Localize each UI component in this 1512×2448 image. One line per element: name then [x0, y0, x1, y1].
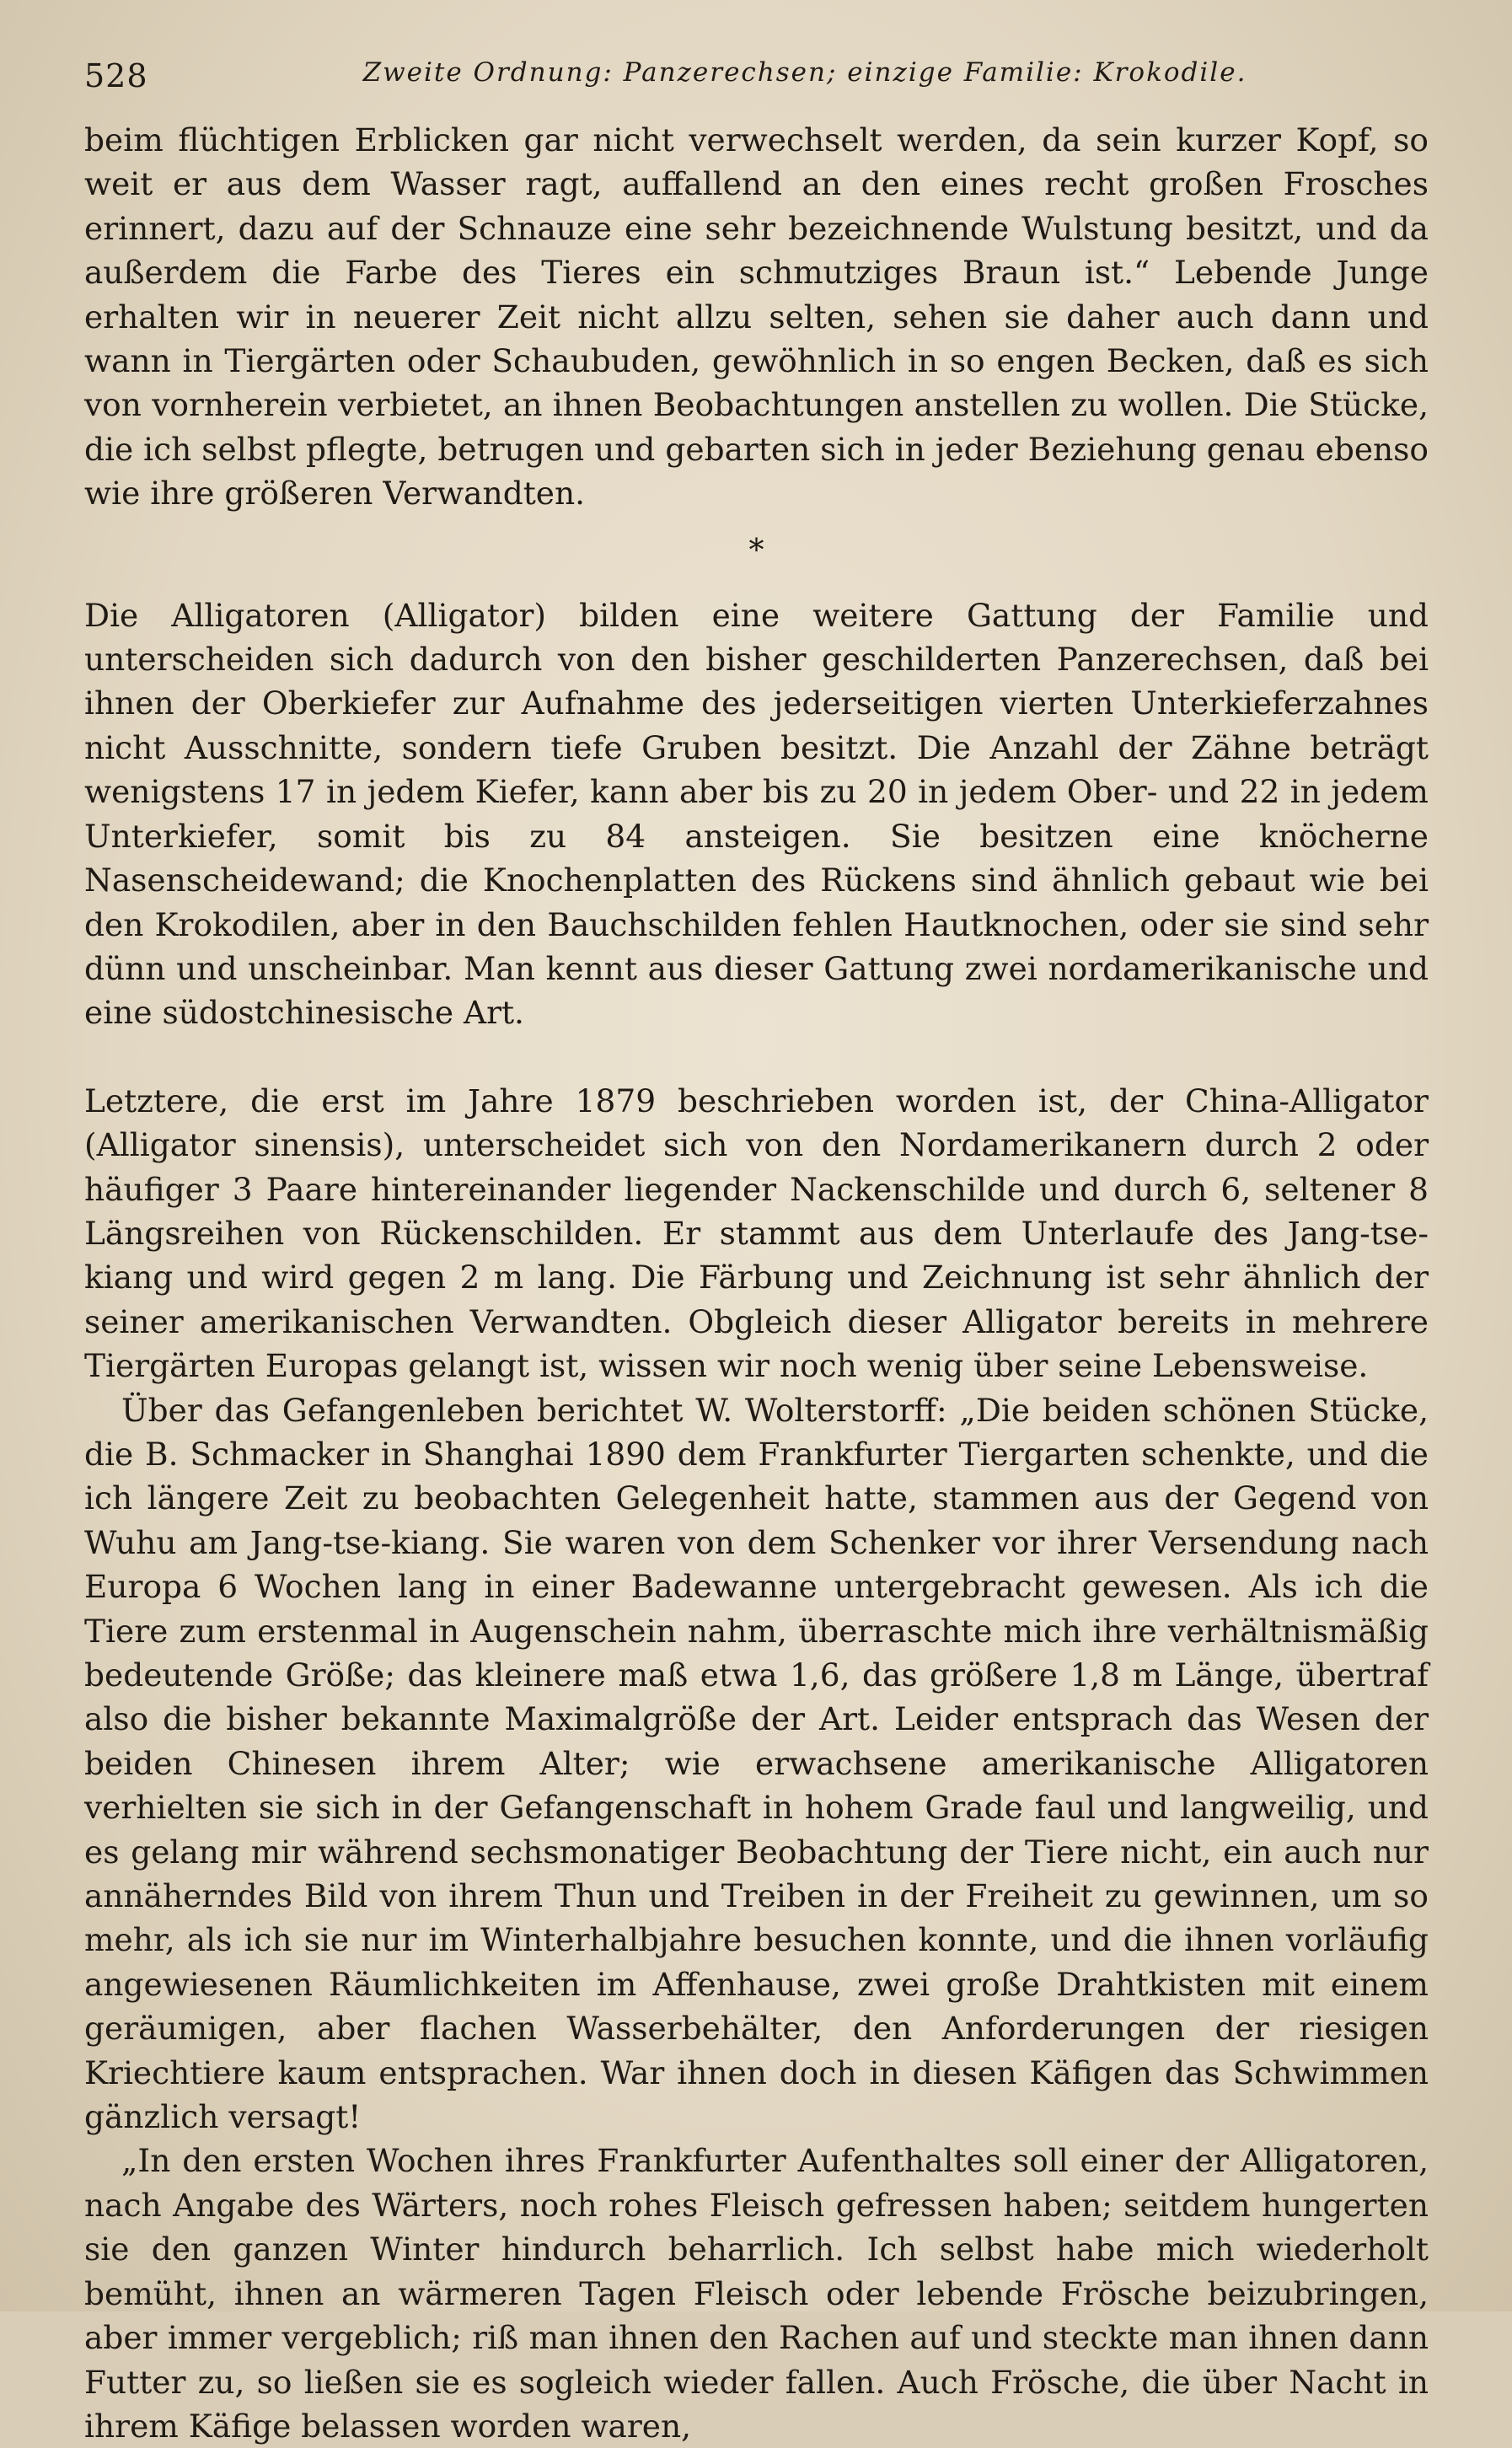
paragraph-captivity-report: Über das Gefangenleben berichtet W. Wolterstorff: „Die beiden schönen Stücke, die B. Schmacker in Shanghai 1890 dem Frankfurter Tiergarten schenkte, und die ich längere Zeit zu beobachten Gelegenheit hatte, stammen aus der Gegend von Wuhu am Jang-tse-kiang. Sie waren von dem Schenker vor ihrer Versendung nach Europa 6 Wochen lang in einer Badewanne untergebracht gewesen. Als ich die Tiere zum erstenmal in Augenschein nahm, überraschte mich ihre verhältnismäßig bedeutende Größe; das kleinere maß etwa 1,6, das größere 1,8 m Länge, übertraf also die bisher bekannte Maximalgröße der Art. Leider entsprach das Wesen der beiden Chinesen ihrem Alter; wie erwachsene amerikanische Alligatoren verhielten sie sich in der Gefangenschaft in hohem Grade faul und langweilig, und es gelang mir während sechsmonatiger Beobachtung der Tiere nicht, ein auch nur annäherndes Bild von ihrem Thun und Treiben in der Freiheit zu gewinnen, um so mehr, als ich sie nur im Winterhalbjahre besuchen konnte, und die ihnen vorläufig angewiesenen Räumlichkeiten im Affenhause, zwei große Drahtkisten mit einem geräumigen, aber flachen Wasserbehälter, den Anforderungen der riesigen Kriechtiere kaum entsprachen. War ihnen doch in diesen Käfigen das Schwimmen gänzlich versagt!: [84, 1391, 1429, 2136]
paragraph-feeding-report: „In den ersten Wochen ihres Frankfurter Aufenthaltes soll einer der Alligatoren, nach Angabe des Wärters, noch rohes Fleisch gefressen haben; seitdem hungerten sie den ganzen Winter hindurch beharrlich. Ich selbst habe mich wiederholt bemüht, ihnen an wärmeren Tagen Fleisch oder lebende Frösche beizubringen, aber immer vergeblich; riß man ihnen den Rachen auf und steckte man ihnen dann Futter zu, so ließen sie es sogleich wieder fallen. Auch Frösche, die über Nacht in ihrem Käfige belassen worden waren,: [84, 2142, 1429, 2445]
paragraph-continuation: beim flüchtigen Erblicken gar nicht verwechselt werden, da sein kurzer Kopf, so weit er aus dem Wasser ragt, auffallend an den eines recht großen Frosches erinnert, dazu auf der Schnauze eine sehr bezeichnende Wulstung besitzt, und da außerdem die Farbe des Tieres ein schmutziges Braun ist.“ Lebende Junge erhalten wir in neuerer Zeit nicht allzu selten, sehen sie daher auch dann und wann in Tiergärten oder Schaubuden, gewöhnlich in so engen Becken, daß es sich von vornherein verbietet, an ihnen Beobachtungen anstellen zu wollen. Die Stücke, die ich selbst pflegte, betrugen und gebarten sich in jeder Beziehung genau ebenso wie ihre größeren Verwandten.: [84, 121, 1429, 513]
page-header: [84, 52, 1424, 103]
page-number: 528: [84, 57, 148, 94]
running-head: Zweite Ordnung: Panzerechsen; einzige Familie: Krokodile.: [362, 57, 1247, 88]
paragraph-alligator-genus: Die Alligatoren (Alligator) bilden eine weitere Gattung der Familie und unterscheiden sich dadurch von den bisher geschilderten Panzerechsen, daß bei ihnen der Oberkiefer zur Aufnahme des jederseitigen vierten Unterkieferzahnes nicht Ausschnitte, sondern tiefe Gruben besitzt. Die Anzahl der Zähne beträgt wenigstens 17 in jedem Kiefer, kann aber bis zu 20 in jedem Ober- und 22 in jedem Unterkiefer, somit bis zu 84 ansteigen. Sie besitzen eine knöcherne Nasenscheidewand; die Knochenplatten des Rückens sind ähnlich gebaut wie bei den Krokodilen, aber in den Bauchschilden fehlen Hautknochen, oder sie sind sehr dünn und unscheinbar. Man kennt aus dieser Gattung zwei nordamerikanische und eine südostchinesische Art.: [84, 596, 1429, 1032]
section-separator: *: [748, 533, 764, 568]
body-text: [84, 118, 1429, 2448]
paragraph-china-alligator: Letztere, die erst im Jahre 1879 beschrieben worden ist, der China-Alligator (Alligator sinensis), unterscheidet sich von den Nordamerikanern durch 2 oder häufiger 3 Paare hintereinander liegender Nackenschilde und durch 6, seltener 8 Längsreihen von Rückenschilden. Er stammt aus dem Unterlaufe des Jang-tse-kiang und wird gegen 2 m lang. Die Färbung und Zeichnung ist sehr ähnlich der seiner amerikanischen Verwandten. Obgleich dieser Alligator bereits in mehrere Tiergärten Europas gelangt ist, wissen wir noch wenig über seine Lebensweise.: [84, 1082, 1429, 1385]
